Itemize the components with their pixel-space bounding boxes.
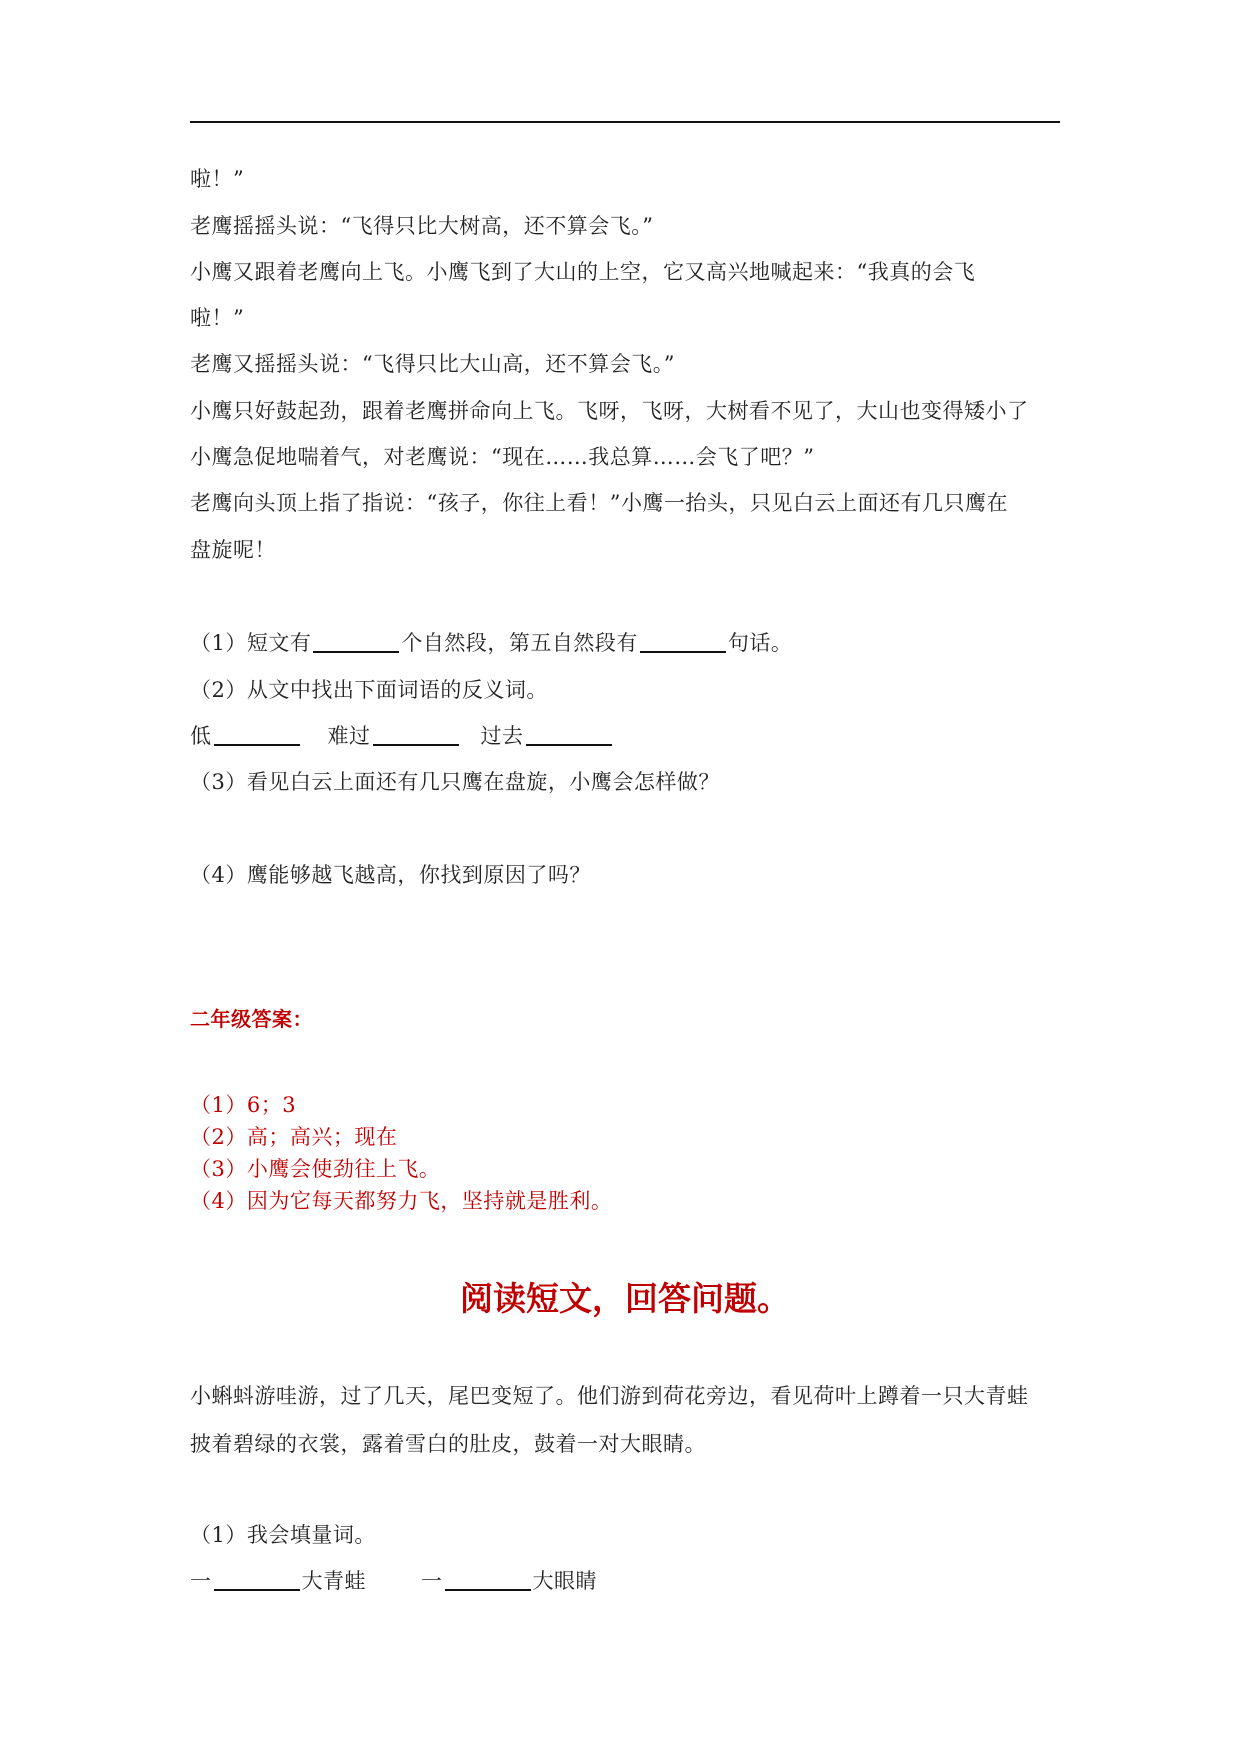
fill-prefix: 一 — [421, 1569, 443, 1593]
passage-line: 老鹰又摇摇头说：“飞得只比大山高，还不算会飞。” — [190, 352, 675, 376]
answer-blank[interactable] — [373, 722, 459, 746]
fill-suffix: 大眼睛 — [532, 1569, 597, 1593]
answer-item: （1）6；3 — [190, 1093, 297, 1117]
passage-line: 老鹰摇摇头说：“飞得只比大树高，还不算会飞。” — [190, 214, 654, 238]
passage-line: 老鹰向头顶上指了指说：“孩子，你往上看！”小鹰一抬头，只见白云上面还有几只鹰在 — [190, 491, 1008, 515]
question-1-text-c: 句话。 — [727, 631, 793, 655]
answer-blank[interactable] — [640, 629, 726, 653]
answer-item: （2）高；高兴；现在 — [190, 1125, 398, 1149]
passage-line: 小鹰只好鼓起劲，跟着老鹰拼命向上飞。飞呀，飞呀，大树看不见了，大山也变得矮小了 — [190, 399, 1029, 423]
answer-blank[interactable] — [445, 1567, 531, 1591]
section-title: 阅读短文，回答问题。 — [460, 1279, 790, 1318]
question-1-text-a: （1）短文有 — [190, 631, 312, 655]
answer-blank[interactable] — [313, 629, 399, 653]
question-fill-measure: （1）我会填量词。 — [190, 1523, 376, 1547]
answer-item: （3）小鹰会使劲往上飞。 — [190, 1157, 441, 1181]
antonym-row — [190, 721, 614, 751]
header-rule — [190, 121, 1060, 123]
answer-item: （4）因为它每天都努力飞，坚持就是胜利。 — [190, 1189, 613, 1213]
antonym-word: 难过 — [327, 724, 371, 748]
fill-suffix: 大青蛙 — [301, 1569, 366, 1593]
passage-line: 啦！” — [190, 167, 245, 191]
passage-line: 小鹰急促地喘着气，对老鹰说：“现在……我总算……会飞了吧？” — [190, 445, 815, 469]
passage2-line: 披着碧绿的衣裳，露着雪白的肚皮，鼓着一对大眼睛。 — [190, 1432, 706, 1456]
question-1 — [190, 628, 792, 658]
antonym-word: 过去 — [480, 724, 524, 748]
question-3: （3）看见白云上面还有几只鹰在盘旋，小鹰会怎样做？ — [190, 770, 720, 794]
fill-prefix: 一 — [190, 1569, 212, 1593]
answer-blank[interactable] — [214, 722, 300, 746]
question-1-text-b: 个自然段，第五自然段有 — [401, 631, 638, 655]
passage2-line: 小蝌蚪游哇游，过了几天，尾巴变短了。他们游到荷花旁边，看见荷叶上蹲着一只大青蛙 — [190, 1384, 1029, 1408]
antonym-word: 低 — [190, 724, 212, 748]
passage-line: 啦！” — [190, 306, 245, 330]
measure-word-row — [190, 1566, 597, 1596]
question-4: （4）鹰能够越飞越高，你找到原因了吗？ — [190, 863, 591, 887]
answer-blank[interactable] — [214, 1567, 300, 1591]
answers-heading: 二年级答案： — [190, 1007, 313, 1031]
passage-line: 小鹰又跟着老鹰向上飞。小鹰飞到了大山的上空，它又高兴地喊起来：“我真的会飞 — [190, 260, 976, 284]
answer-blank[interactable] — [526, 722, 612, 746]
question-2: （2）从文中找出下面词语的反义词。 — [190, 678, 548, 702]
passage-line: 盘旋呢！ — [190, 538, 276, 562]
